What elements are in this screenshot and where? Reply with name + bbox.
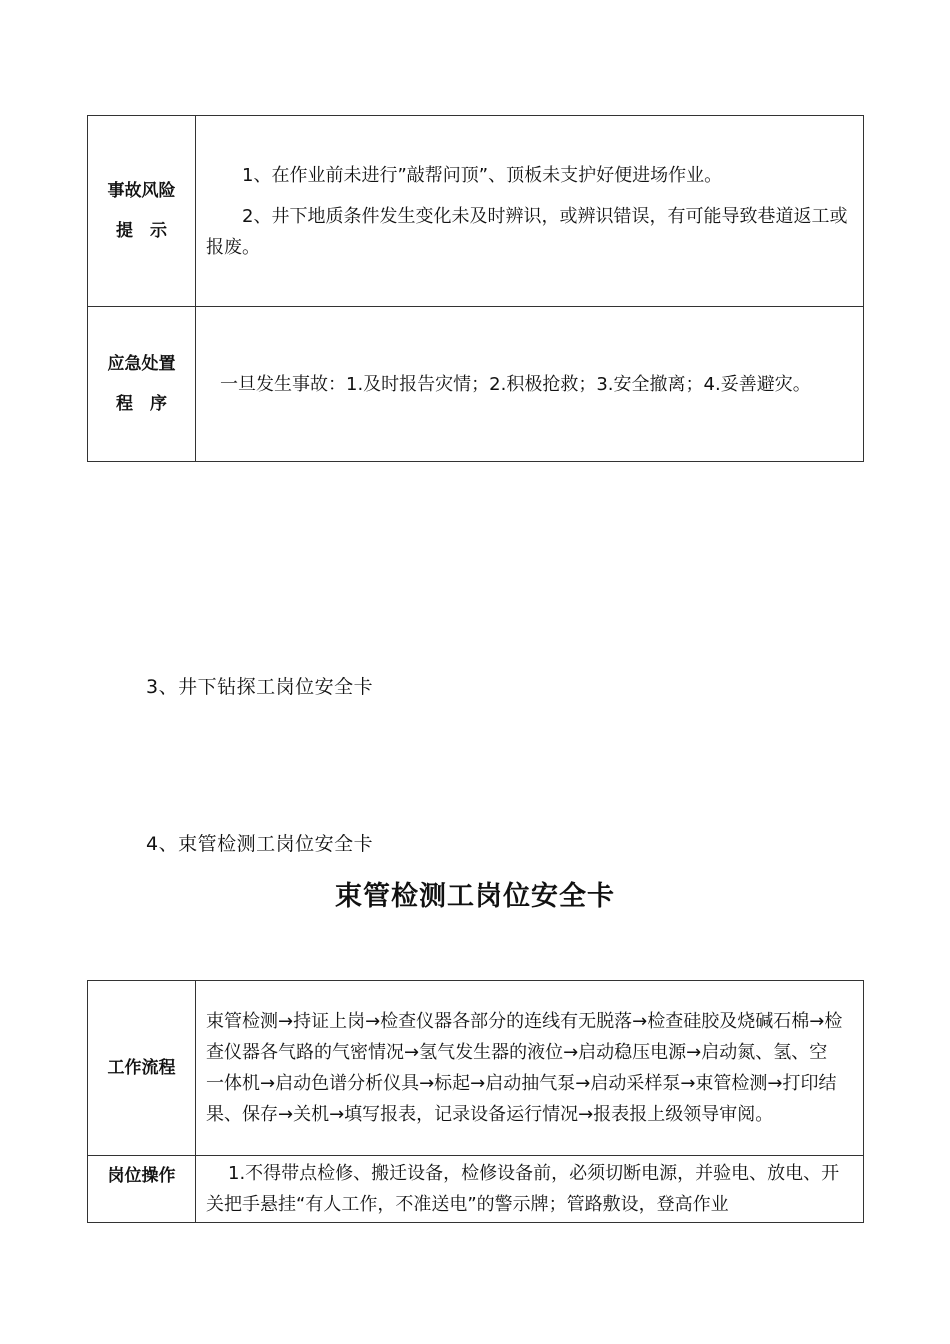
safety-card-table-bottom: [87, 980, 864, 1223]
risk-label-cell: [88, 116, 196, 307]
risk-label-line2: 提 示: [116, 221, 167, 241]
operation-label: 岗位操作: [88, 1156, 196, 1223]
operation-content-cell: [196, 1156, 864, 1223]
card-title: 束管检测工岗位安全卡: [335, 881, 615, 912]
emergency-row: [88, 307, 864, 462]
operation-row: [88, 1156, 864, 1223]
emergency-label-line1: 应急处置: [107, 354, 176, 374]
workflow-text: 束管检测→持证上岗→检查仪器各部分的连线有无脱落→检查硅胶及烧碱石棉→检查仪器各气路的气密情况→氢气发生器的液位→启动稳压电源→启动氮、氢、空一体机→启动色谱分析仪具→标起→启动抽气泵→启动采样泵→束管检测→打印结果、保存→关机→填写报表，记录设备运行情况→报表报上级领导审阅。: [206, 1011, 843, 1125]
workflow-content-cell: [196, 981, 864, 1156]
workflow-row: [88, 981, 864, 1156]
emergency-text: 一旦发生事故：1.及时报告灾情；2.积极抢救；3.安全撤离；4.妥善避灾。: [220, 373, 811, 395]
risk-item-1: 1、在作业前未进行”敲帮问顶”、顶板未支护好便进场作业。: [242, 164, 723, 186]
emergency-label-line2: 程 序: [116, 394, 167, 414]
emergency-content-cell: [196, 307, 864, 462]
emergency-label-cell: [88, 307, 196, 462]
safety-card-table-top: [87, 115, 864, 462]
workflow-label: 工作流程: [88, 981, 196, 1156]
operation-text: 1.不得带点检修、搬迁设备，检修设备前，必须切断电源，并验电、放电、开关把手悬挂“有人工作，不准送电”的警示牌；管路敷设，登高作业: [206, 1163, 840, 1215]
risk-content-cell: [196, 116, 864, 307]
risk-item-2: 2、井下地质条件发生变化未及时辨识，或辨识错误，有可能导致巷道返工或报废。: [206, 205, 848, 258]
section-heading-4: 4、束管检测工岗位安全卡: [146, 833, 374, 855]
section-heading-3: 3、井下钻探工岗位安全卡: [146, 676, 374, 698]
risk-row: [88, 116, 864, 307]
risk-label-line1: 事故风险: [107, 181, 176, 201]
